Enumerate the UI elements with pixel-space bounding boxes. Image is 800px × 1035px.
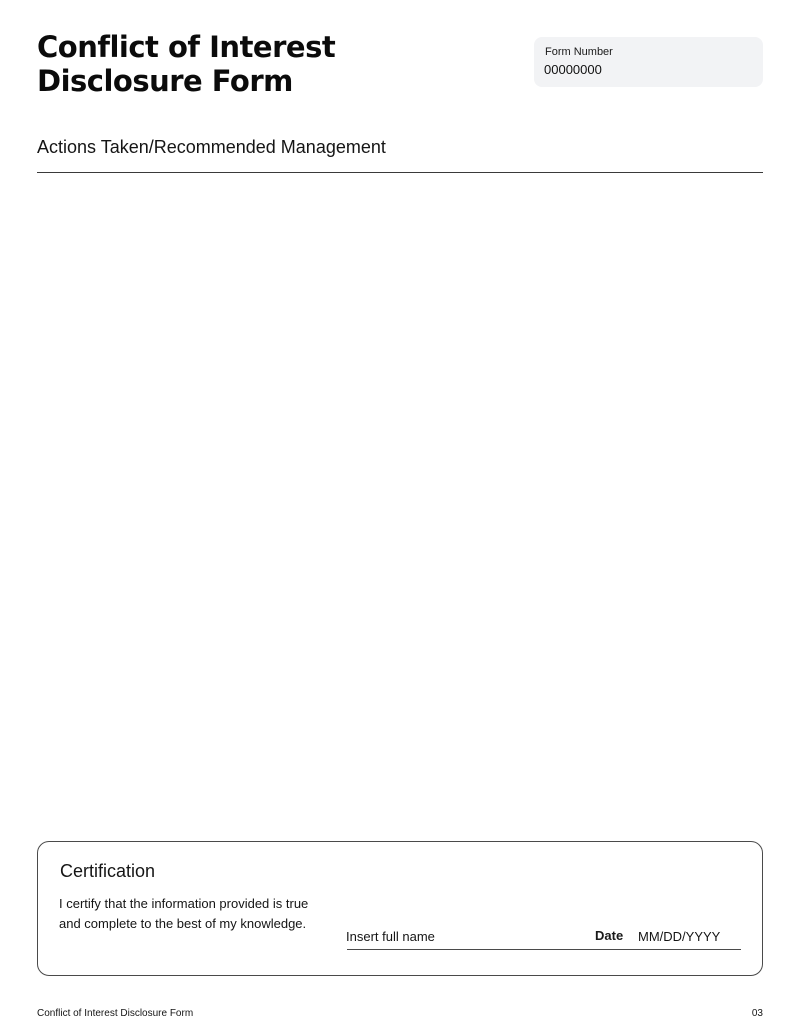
footer-title: Conflict of Interest Disclosure Form bbox=[37, 1008, 194, 1019]
certification-statement bbox=[59, 894, 339, 934]
section-heading-actions-taken: Actions Taken/Recommended Management bbox=[37, 137, 386, 157]
page-title bbox=[37, 30, 457, 98]
page-title-line-1: Conflict of Interest bbox=[37, 30, 336, 64]
form-number-value: 00000000 bbox=[544, 62, 602, 77]
signature-line bbox=[347, 949, 741, 950]
footer-page-number: 03 bbox=[751, 1008, 763, 1019]
full-name-input[interactable] bbox=[346, 926, 576, 946]
section-divider bbox=[37, 172, 763, 173]
certification-card bbox=[37, 841, 763, 976]
page-title-line-2: Disclosure Form bbox=[37, 64, 293, 98]
date-label: Date bbox=[595, 928, 624, 943]
form-number-box bbox=[534, 37, 763, 87]
date-input[interactable] bbox=[638, 926, 738, 946]
form-number-label: Form Number bbox=[545, 46, 613, 58]
certification-title: Certification bbox=[60, 861, 156, 881]
certification-statement-line-1: I certify that the information provided is true bbox=[59, 896, 309, 911]
certification-statement-line-2: and complete to the best of my knowledge. bbox=[59, 916, 307, 931]
actions-taken-content-area[interactable] bbox=[37, 174, 763, 824]
